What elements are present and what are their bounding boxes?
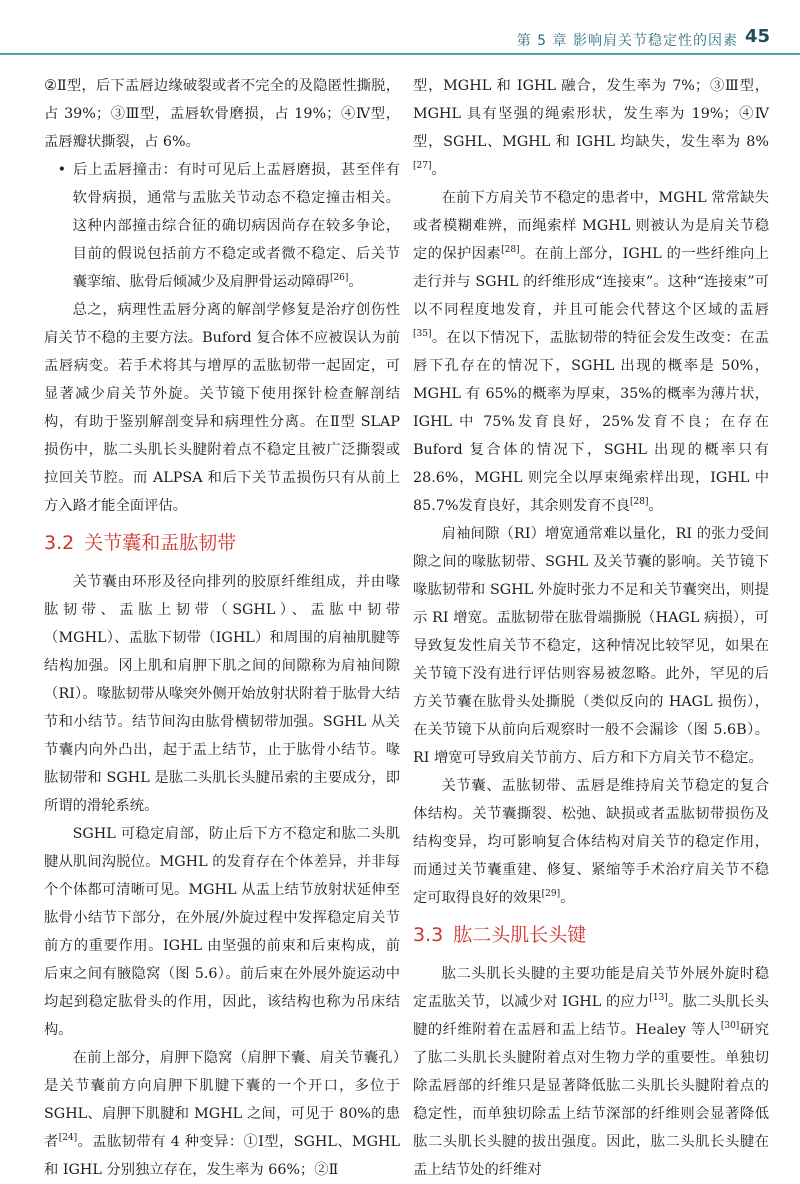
bullet-text: 后上盂唇撞击：有时可见后上盂唇磨损，甚至伴有软骨病损，通常与盂肱关节动态不稳定撞击相关。这种内部撞击综合征的确切病因尚存在较多争论，目前的假说包括前方不稳定或者微不稳定、后关节囊挛缩、肱骨后倾减少及肩胛骨运动障碍 — [72, 162, 400, 290]
header-rule — [0, 53, 800, 55]
section-heading-3-3 — [413, 920, 769, 950]
paragraph-text: 。在以下情况下，盂肱韧带的特征会发生改变：在盂唇下孔存在的情况下，SGHL 出现的概率是 50%，MGHL 有 65%的概率为厚束，35%的概率为薄片状，IGHL 中 75%发育良好，25%发育不良；在存在 Buford 复合体的情况下，SGHL 出现的概率只有 28.6%，MGHL 则完全以厚束绳索样出现，IGHL 中 85.7%发育良好，其余则发育不良 — [413, 330, 769, 514]
left-column — [44, 72, 400, 1184]
running-chapter-title: 第 5 章 影响肩关节稳定性的因素 — [516, 33, 738, 49]
paragraph-text: 。 — [648, 498, 663, 514]
citation: [28] — [501, 245, 520, 256]
bullet-end: 。 — [348, 274, 363, 290]
page-number: 45 — [744, 26, 770, 47]
citation: [27] — [413, 161, 432, 172]
paragraph-text: 。在前上部分，IGHL 的一些纤维向上走行并与 SGHL 的纤维形成“连接束”。这种“连接束”可以不同程度地发育，并且可能会代替这个区域的盂唇 — [413, 246, 770, 318]
paragraph-text: 。肱二头肌长头腱的纤维附着在盂唇和盂上结节。Healey 等人 — [413, 994, 770, 1038]
citation: [13] — [649, 993, 668, 1004]
paragraph: 关节囊由环形及径向排列的胶原纤维组成，并由喙肱韧带、盂肱上韧带（SGHL）、盂肱中韧带（MGHL）、盂肱下韧带（IGHL）和周围的肩袖肌腱等结构加强。冈上肌和肩胛下肌之间的间隙称为肩袖间隙（RI）。喙肱韧带从喙突外侧开始放射状附着于肱骨大结节和小结节。结节间沟由肱骨横韧带加强。SGHL 从关节囊内向外凸出，起于盂上结节，止于肱骨小结节。喙肱韧带和 SGHL 是肱二头肌长头腱吊索的主要成分，即所谓的滑轮系统。 — [44, 574, 400, 814]
bullet-paragraph — [44, 156, 400, 296]
citation: [24] — [58, 1133, 78, 1144]
paragraph — [413, 772, 769, 912]
citation: [35] — [413, 329, 432, 340]
paragraph — [44, 1044, 400, 1184]
section-number: 3.2 — [44, 532, 75, 554]
paragraph: 总之，病理性盂唇分离的解剖学修复是治疗创伤性肩关节不稳的主要方法。Buford 复合体不应被误认为前盂唇病变。若手术将其与增厚的盂肱韧带一起固定，可显著减少肩关节外旋。关节镜下使用探针检查解剖结构，有助于鉴别解剖变异和病理性分离。在Ⅱ型 SLAP 损伤中，肱二头肌长头腱附着点不稳定且被广泛撕裂或拉回关节腔。而 ALPSA 和后下关节盂损伤只有从前上方入路才能全面评估。 — [44, 302, 400, 514]
paragraph-text: 。 — [431, 162, 446, 178]
section-heading-3-2 — [44, 528, 400, 558]
paragraph: 肩袖间隙（RI）增宽通常难以量化，RI 的张力受间隙之间的喙肱韧带、SGHL 及关节囊的影响。关节镜下喙肱韧带和 SGHL 外旋时张力不足和关节囊突出，则提示 RI 增宽。盂肱韧带在肱骨端撕脱（HAGL 病损），可导致复发性肩关节不稳定，这种情况比较罕见，如果在关节镜下没有进行评估则容易被忽略。此外，罕见的后方关节囊在肱骨头处撕脱（类似反向的 HAGL 损伤），在关节镜下从前向后观察时一般不会漏诊（图 5.6B）。RI 增宽可导致肩关节前方、后方和下方肩关节不稳定。 — [413, 526, 769, 766]
section-title: 肱二头肌长头键 — [453, 924, 587, 946]
paragraph-text: 。 — [560, 890, 575, 906]
paragraph-text: 在前下方肩关节不稳定的患者中，MGHL 常常缺失或者模糊难辨，而绳索样 MGHL 则被认为是肩关节稳定的保护因素 — [413, 190, 769, 262]
citation: [29] — [541, 889, 561, 900]
citation: [28] — [629, 497, 649, 508]
section-number: 3.3 — [413, 924, 444, 946]
paragraph-text: 研究了肱二头肌长头腱附着点对生物力学的重要性。单独切除盂唇部的纤维只是显著降低肱二头肌长头腱附着点的稳定性，而单独切除盂上结节深部的纤维则会显著降低肱二头肌长头腱的拔出强度。因此，肱二头肌长头腱在盂上结节处的纤维对 — [413, 1022, 769, 1178]
paragraph-text: 型，MGHL 和 IGHL 融合，发生率为 7%；③Ⅲ型，MGHL 具有坚强的绳索形状，发生率为 19%；④Ⅳ型，SGHL、MGHL 和 IGHL 均缺失，发生率为 8% — [413, 78, 769, 150]
section-title: 关节囊和盂肱韧带 — [84, 532, 237, 554]
bullet-dot: • — [57, 162, 67, 178]
paragraph-continued — [413, 72, 769, 184]
paragraph — [413, 184, 769, 520]
paragraph-text: 肱二头肌长头腱的主要功能是肩关节外展外旋时稳定盂肱关节，以减少对 IGHL 的应力 — [413, 966, 769, 1010]
paragraph: SGHL 可稳定肩部，防止后下方不稳定和肱二头肌腱从肌间沟脱位。MGHL 的发育存在个体差异，并非每个个体都可清晰可见。MGHL 从盂上结节放射状延伸至肱骨小结节下部分，在外展/外旋过程中发挥稳定肩关节前方的重要作用。IGHL 由坚强的前束和后束构成，前后束之间有腋隐窝（图 5.6）。前后束在外展外旋运动中均起到稳定肱骨头的作用，因此，该结构也称为吊床结构。 — [44, 826, 400, 1038]
citation: [26] — [329, 273, 349, 284]
page-header — [0, 0, 800, 58]
paragraph-text: 关节囊、盂肱韧带、盂唇是维持肩关节稳定的复合体结构。关节囊撕裂、松弛、缺损或者盂肱韧带损伤及结构变异，均可影响复合体结构对肩关节的稳定作用，而通过关节囊重建、修复、紧缩等手术治疗肩关节不稳定可取得良好的效果 — [413, 778, 769, 906]
paragraph — [413, 960, 769, 1184]
paragraph-text: 在前上部分，肩胛下隐窝（肩胛下囊、肩关节囊孔）是关节囊前方向肩胛下肌腱下囊的一个开口，多位于 SGHL、肩胛下肌腱和 MGHL 之间，可见于 80%的患者 — [44, 1050, 400, 1150]
citation: [30] — [720, 1021, 740, 1032]
right-column — [413, 72, 769, 1184]
paragraph-continued: ②Ⅱ型，后下盂唇边缘破裂或者不完全的及隐匿性撕脱，占 39%；③Ⅲ型，盂唇软骨磨损，占 19%；④Ⅳ型，盂唇瓣状撕裂，占 6%。 — [44, 78, 400, 150]
paragraph-text: 。盂肱韧带有 4 种变异：①Ⅰ型，SGHL、MGHL 和 IGHL 分别独立存在，发生率为 66%；②Ⅱ — [44, 1134, 401, 1178]
